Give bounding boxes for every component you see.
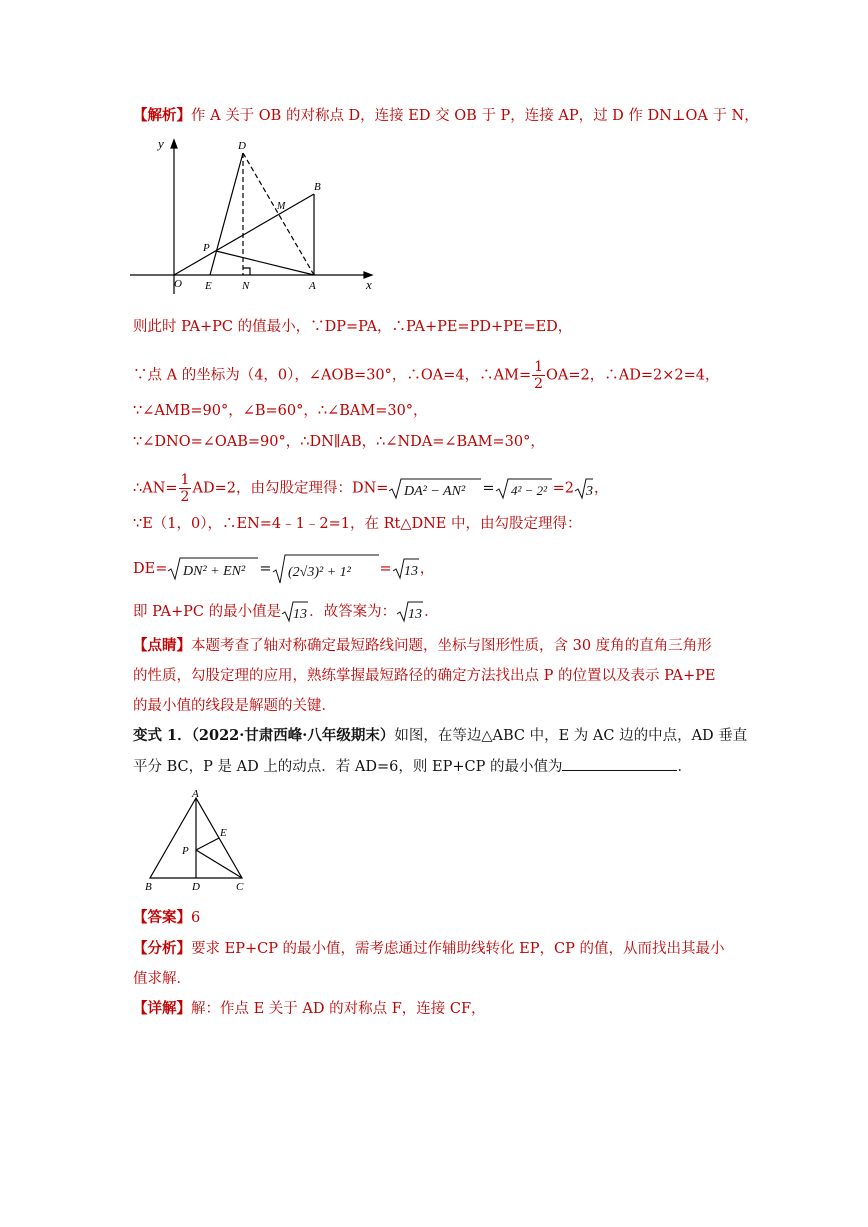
comment-line-2: 的性质，勾股定理的应用，熟练掌握最短路径的确定方法找出点 P 的位置以及表示 PA+PE [133,668,716,684]
svg-text:(2√3)² + 1²: (2√3)² + 1² [287,565,351,580]
y-axis-label: y [158,136,164,151]
svg-text:3: 3 [585,483,593,499]
x-axis-label: x [366,277,372,292]
svg-text:B: B [145,881,152,893]
answer-blank [562,756,677,771]
analysis-line-1: 【解析】作 A 关于 OB 的对称点 D，连接 ED 交 OB 于 P，连接 AP，过 D 作 DN⊥OA 于 N， [133,107,759,124]
sqrt-da-an [388,477,482,501]
comment-tag: 【点睛】 [133,637,191,654]
svg-text:C: C [236,881,244,893]
solution-line-6: ∴AN= $\frac{1}{2}$ AD=2，由勾股定理得：DN= DA² − AN² = 4² − 2² =2 3 ， [133,472,609,505]
sqrt-dn-en [167,556,259,582]
svg-text:13: 13 [403,564,418,579]
fraction-half: $\frac{1}{2}$ [180,472,190,505]
svg-text:P: P [182,845,189,857]
svg-text:E: E [205,280,212,292]
svg-text:E: E [220,827,227,839]
coordinate-figure [128,134,378,296]
svg-text:D: D [192,881,200,893]
svg-text:P: P [203,242,210,254]
svg-text:13: 13 [408,607,423,622]
solution-line-3: ∵点 A 的坐标为（4，0），∠AOB=30°，∴OA=4，∴AM= $\frac{1}{2}$ OA=2，∴AD=2×2=4， [133,359,720,392]
svg-text:DA² − AN²: DA² − AN² [404,483,466,499]
solution-line-5: ∵∠DNO=∠OAB=90°，∴DN∥AB，∴∠NDA=∠BAM=30°， [133,434,545,450]
fraction-half: $\frac{1}{2}$ [534,359,544,392]
svg-text:N: N [242,280,250,292]
svg-text:DN² + EN²: DN² + EN² [183,564,246,579]
answer-line: 【答案】6 [133,909,201,926]
analysis-tag: 【解析】 [133,107,191,124]
sqrt-13 [281,600,309,624]
comment-line-3: 的最小值的线段是解题的关键． [133,698,336,714]
svg-text:A: A [309,280,316,292]
analysis2-line-1: 【分析】要求 EP+CP 的最小值，需考虑通过作辅助线转化 EP，CP 的值，从而找出其最小 [133,940,725,957]
solution-line-9: 即 PA+PC 的最小值是 13 ．故答案为： 13 ． [133,600,733,624]
svg-text:B: B [314,181,321,193]
detail-line: 【详解】解：作点 E 关于 AD 的对称点 F，连接 CF， [133,1000,486,1017]
triangle-figure [138,786,258,894]
svg-text:D: D [238,140,246,152]
analysis2-tag: 【分析】 [133,940,191,957]
solution-line-2: 则此时 PA+PC 的值最小，∵DP=PA，∴PA+PE=PD+PE=ED， [133,319,573,335]
svg-text:M: M [277,201,286,212]
solution-line-8: DE= DN² + EN² = (2√3)² + 1² = 13 ， [133,553,733,585]
sqrt-2root3-1 [272,553,380,585]
svg-text:4² − 2²: 4² − 2² [510,482,547,498]
solution-line-4: ∵∠AMB=90°，∠B=60°，∴∠BAM=30°， [133,403,428,419]
svg-text:O: O [174,278,182,290]
svg-text:A: A [192,788,199,800]
sqrt-4-2 [495,477,553,501]
question-line-1: 变式 1．（2022·甘肃西峰·八年级期末）如图，在等边△ABC 中，E 为 AC 边的中点，AD 垂直 [133,727,748,744]
comment-line-1: 【点睛】本题考查了轴对称确定最短路线问题，坐标与图形性质，含 30 度角的直角三角形 [133,637,712,654]
solution-line-7: ∵E（1，0），∴EN=4﹣1﹣2=1，在 Rt△DNE 中，由勾股定理得： [133,516,582,532]
question-line-2: 平分 BC，P 是 AD 上的动点．若 AD=6，则 EP+CP 的最小值为 ． [133,756,733,777]
variant-title: 变式 1．（2022·甘肃西峰·八年级期末） [133,727,395,744]
sqrt-13 [392,557,420,581]
analysis2-line-2: 值求解． [133,971,191,987]
sqrt-13 [396,600,424,624]
detail-tag: 【详解】 [133,1000,191,1017]
answer-tag: 【答案】 [133,909,191,926]
sqrt-3 [574,477,594,501]
svg-text:13: 13 [293,607,308,622]
